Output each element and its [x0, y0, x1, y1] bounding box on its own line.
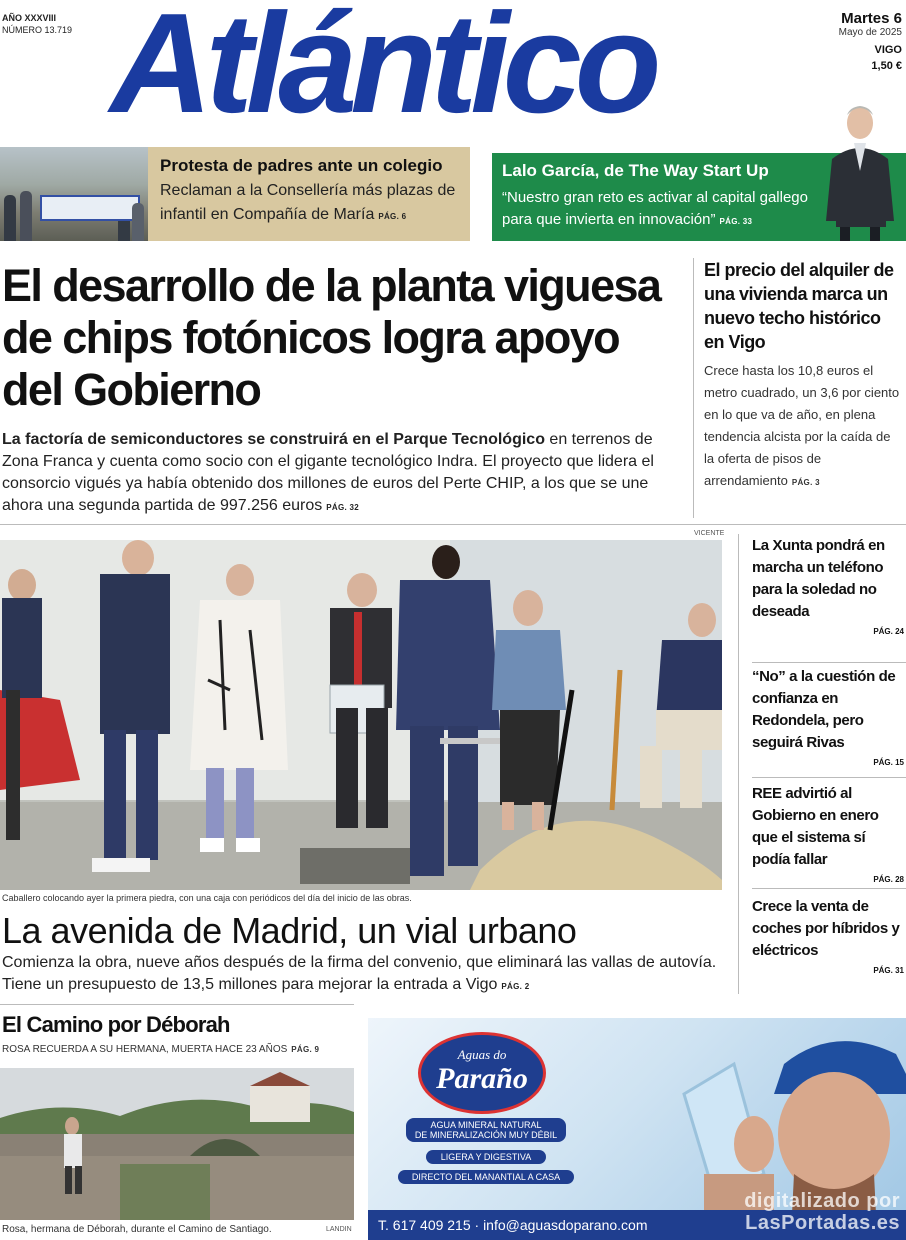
brief-headline: REE advirtió al Gobierno en enero que el sistema sí podía fallar: [752, 785, 879, 868]
column-divider: [693, 258, 694, 518]
camino-subtitle: ROSA RECUERDA A SU HERMANA, MUERTA HACE 23 AÑOS PÁG. 9: [2, 1044, 320, 1055]
page-ref: PÁG. 3: [791, 478, 820, 487]
page-ref: PÁG. 33: [719, 217, 753, 226]
watermark: digitalizado por LasPortadas.es: [744, 1190, 900, 1234]
ad-line: DIRECTO DEL MANANTIAL A CASA: [398, 1170, 574, 1184]
brief-headline: Crece la venta de coches por híbridos y eléctricos: [752, 898, 900, 959]
interviewee-photo: [814, 101, 904, 241]
page-ref: PÁG. 2: [501, 982, 530, 991]
ad-line: LIGERA Y DIGESTIVA: [426, 1150, 546, 1164]
page-ref: PÁG. 9: [291, 1045, 320, 1054]
camino-headline[interactable]: El Camino por Déborah: [2, 1012, 230, 1037]
second-body: Comienza la obra, nueve años después de la firma del convenio, que eliminará las vallas de autovía. Tiene un presupuesto de 13,5 millones para mejorar la entrada a Vigo PÁG. 2: [2, 954, 717, 993]
date-block: [839, 10, 902, 72]
side-story-headline: El precio del alquiler de una vivienda marca un nuevo techo histórico en Vigo: [704, 260, 894, 352]
issue-number: NÚMERO 13.719: [2, 25, 73, 35]
brief-divider: [752, 662, 906, 663]
year-label: AÑO XXXVIII: [2, 13, 57, 23]
page-ref: PÁG. 24: [873, 627, 904, 636]
brief-headline: La Xunta pondrá en marcha un teléfono para la soledad no deseada: [752, 537, 885, 620]
water-advertisement[interactable]: [368, 1018, 906, 1240]
lead-headline[interactable]: El desarrollo de la planta viguesa de chips fotónicos logra apoyo del Gobierno: [2, 260, 661, 415]
ad-line: AGUA MINERAL NATURAL DE MINERALIZACIÓN MUY DÉBIL: [406, 1118, 566, 1142]
photo-caption: Caballero colocando ayer la primera piedra, con una caja con periódicos del día del inicio de las obras.: [2, 893, 412, 903]
brand-logo: [418, 1032, 546, 1114]
lead-body-bold: La factoría de semiconductores se construirá en el Parque Tecnológico: [2, 431, 545, 448]
page-ref: PÁG. 6: [378, 212, 407, 221]
price: 1,50 €: [871, 60, 902, 72]
teaser-interview-text: “Nuestro gran reto es activar al capital gallego para que invierta en innovación” PÁG. 33: [502, 189, 808, 228]
page-ref: PÁG. 31: [873, 966, 904, 975]
lead-body: [2, 429, 684, 519]
section-divider: [0, 1004, 354, 1005]
page-ref: PÁG. 32: [326, 503, 360, 512]
lead-body-text: en terrenos de Zona Franca y cuenta como socio con el gigante tecnológico Indra. El proyecto que lidera el consorcio vigués ya había obtenido dos millones de euros del Perte CHIP, a los que se une ahora una segunda partida de 997.256 euros: [2, 431, 654, 514]
teaser-protest-box: [148, 147, 470, 241]
brief-divider: [752, 777, 906, 778]
page-ref: PÁG. 15: [873, 758, 904, 767]
ad-model-photo: [664, 1024, 906, 1214]
brief-divider: [752, 888, 906, 889]
date-day: Martes 6: [841, 10, 902, 27]
side-story[interactable]: [704, 258, 904, 494]
second-headline[interactable]: La avenida de Madrid, un vial urbano: [2, 910, 577, 951]
teaser-protest-title: Protesta de padres ante un colegio: [160, 156, 443, 175]
issue-info: [2, 12, 72, 36]
section-divider: [0, 524, 906, 525]
camino-credit: LANDIN: [326, 1226, 352, 1233]
teaser-protest-text: Reclaman a la Consellería más plazas de infantil en Compañía de María PÁG. 6: [160, 182, 456, 223]
newspaper-logo[interactable]: Atlántico: [110, 0, 655, 143]
camino-caption: Rosa, hermana de Déborah, durante el Camino de Santiago.: [2, 1224, 272, 1235]
teaser-interview[interactable]: [492, 153, 906, 241]
edition-city: VIGO: [874, 44, 902, 56]
column-divider: [738, 534, 739, 994]
side-story-body: Crece hasta los 10,8 euros el metro cuadrado, un 3,6 por ciento en lo que va de año, en plena tendencia alcista por la caída de la oferta de pisos de arrendamiento PÁG. 3: [704, 363, 900, 488]
page-ref: PÁG. 28: [873, 875, 904, 884]
brief-coches[interactable]: [752, 896, 904, 975]
ad-contact: T. 617 409 215 · info@aguasdoparano.com: [368, 1210, 906, 1240]
brief-headline: “No” a la cuestión de confianza en Redondela, pero seguirá Rivas: [752, 668, 896, 751]
brand-big: Paraño: [436, 1062, 528, 1095]
main-photo: [0, 540, 722, 890]
camino-photo: [0, 1068, 354, 1220]
brand-small: Aguas do: [457, 1047, 507, 1062]
brief-redondela[interactable]: [752, 666, 904, 767]
photo-credit: VICENTE: [694, 530, 725, 537]
teaser-interview-title: Lalo García, de The Way Start Up: [502, 161, 769, 180]
teaser-protest[interactable]: [0, 147, 470, 241]
brief-xunta[interactable]: [752, 535, 904, 636]
protest-photo: [0, 147, 148, 241]
date-month: Mayo de 2025: [838, 27, 902, 38]
brief-ree[interactable]: [752, 783, 904, 884]
